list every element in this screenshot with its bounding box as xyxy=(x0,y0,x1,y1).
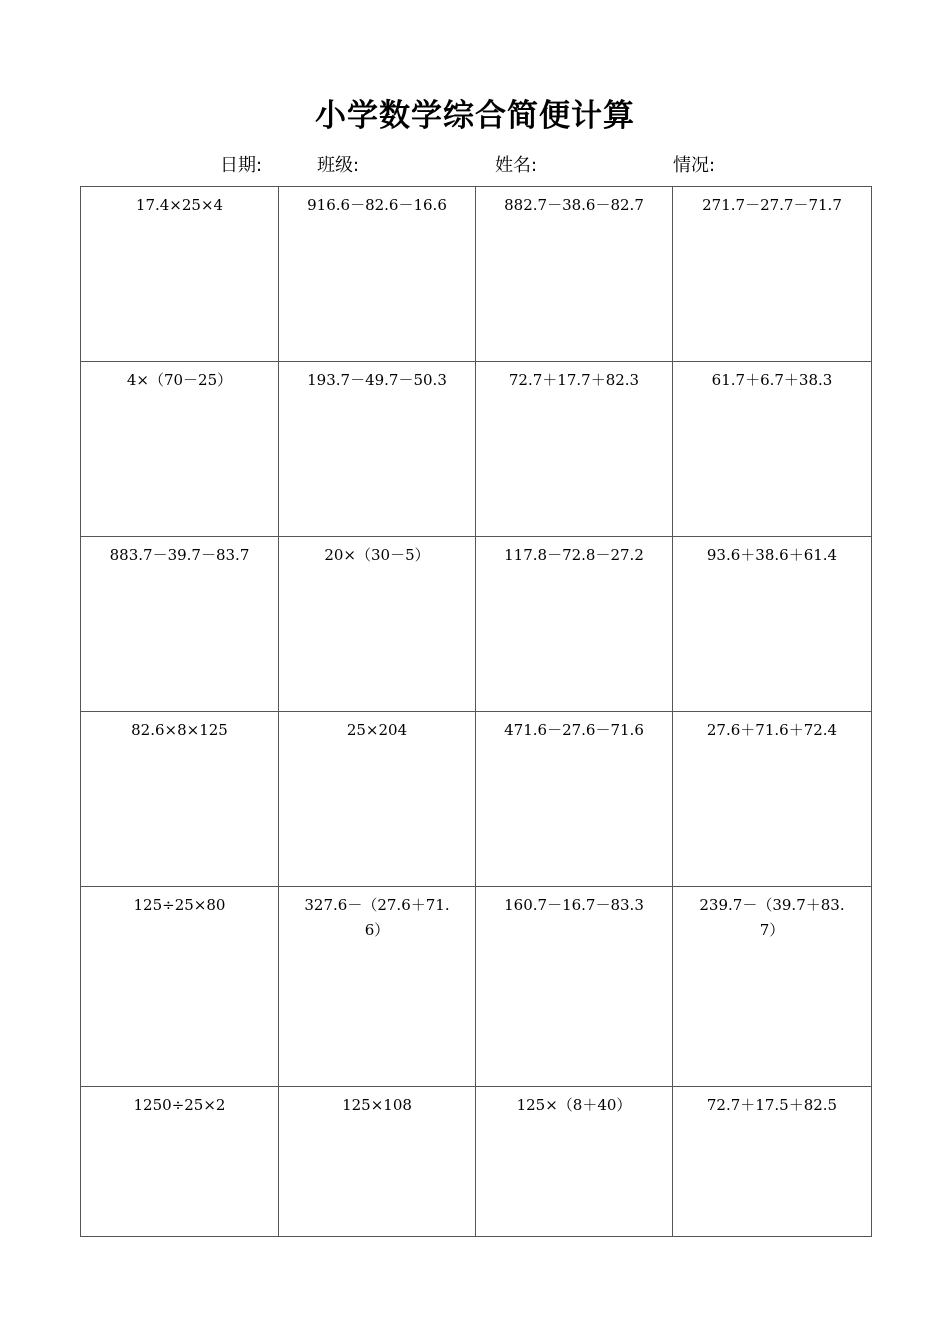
worksheet-title: 小学数学综合简便计算 xyxy=(315,98,635,134)
name-label: 姓名: xyxy=(495,155,538,176)
problem-cell: 117.8－72.8－27.2 xyxy=(476,537,673,712)
problem-cell: 17.4×25×4 xyxy=(81,187,279,362)
problem-cell: 27.6＋71.6＋72.4 xyxy=(673,712,872,887)
problem-cell: 72.7＋17.7＋82.3 xyxy=(476,362,673,537)
problem-cell: 160.7－16.7－83.3 xyxy=(476,887,673,1087)
date-label: 日期: xyxy=(220,155,263,176)
problem-cell: 61.7＋6.7＋38.3 xyxy=(673,362,872,537)
problem-row xyxy=(81,362,872,537)
problem-cell: 25×204 xyxy=(279,712,476,887)
problem-cell: 916.6－82.6－16.6 xyxy=(279,187,476,362)
problem-cell: 1250÷25×2 xyxy=(81,1087,279,1237)
problem-cell: 125×（8＋40） xyxy=(476,1087,673,1237)
problem-cell: 271.7－27.7－71.7 xyxy=(673,187,872,362)
problem-cell: 93.6＋38.6＋61.4 xyxy=(673,537,872,712)
class-label: 班级: xyxy=(317,155,360,176)
problem-cell: 72.7＋17.5＋82.5 xyxy=(673,1087,872,1237)
status-label: 情况: xyxy=(673,155,716,176)
problem-grid xyxy=(80,186,872,1237)
problem-cell: 4×（70－25） xyxy=(81,362,279,537)
problem-cell: 82.6×8×125 xyxy=(81,712,279,887)
problem-cell: 193.7－49.7－50.3 xyxy=(279,362,476,537)
problem-cell: 883.7－39.7－83.7 xyxy=(81,537,279,712)
problem-row xyxy=(81,712,872,887)
problem-cell: 125×108 xyxy=(279,1087,476,1237)
problem-cell: 20×（30－5） xyxy=(279,537,476,712)
problem-row xyxy=(81,187,872,362)
problem-row xyxy=(81,1087,872,1237)
problem-row xyxy=(81,887,872,1087)
problem-row xyxy=(81,537,872,712)
problem-cell: 239.7－（39.7＋83.7） xyxy=(673,887,872,1087)
problem-cell: 125÷25×80 xyxy=(81,887,279,1087)
problem-cell: 327.6－（27.6＋71.6） xyxy=(279,887,476,1087)
problem-cell: 882.7－38.6－82.7 xyxy=(476,187,673,362)
problem-cell: 471.6－27.6－71.6 xyxy=(476,712,673,887)
